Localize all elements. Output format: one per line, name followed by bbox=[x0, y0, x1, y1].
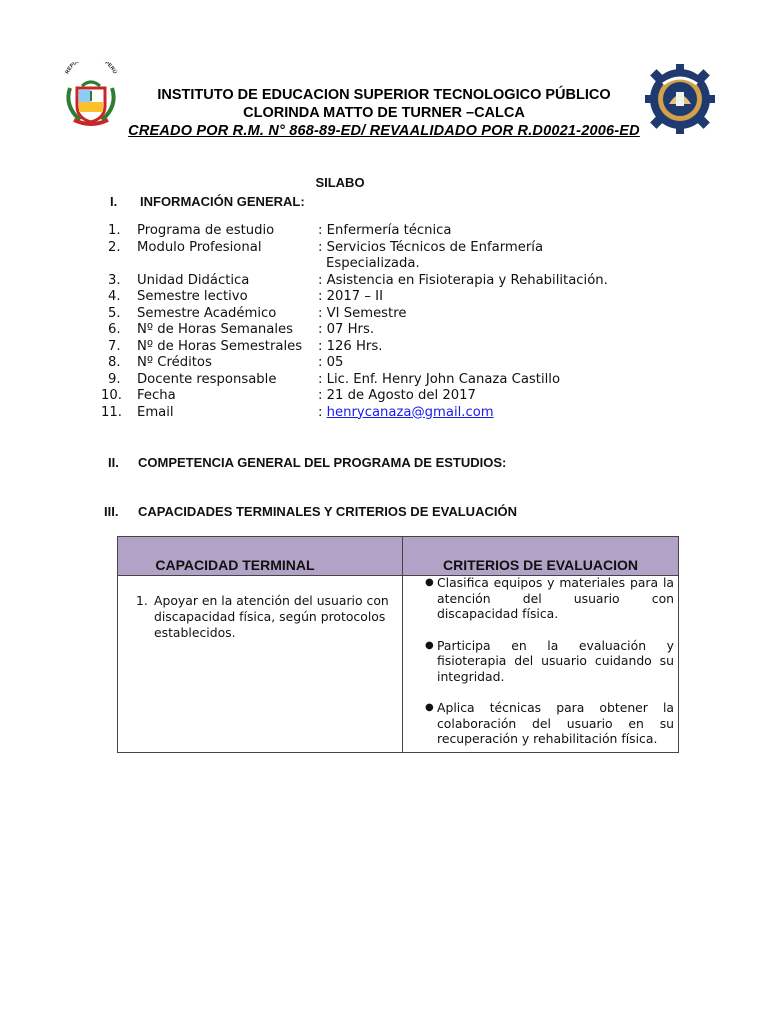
info-value: : VI Semestre bbox=[318, 305, 407, 321]
info-row: 7. Nº de Horas Semestrales : 126 Hrs. bbox=[108, 339, 708, 356]
email-link[interactable]: henrycanaza@gmail.com bbox=[326, 404, 494, 420]
header-institute-subname: CLORINDA MATTO DE TURNER –CALCA bbox=[243, 105, 525, 121]
info-value: : 2017 – II bbox=[318, 289, 383, 304]
column-header-capacidad: CAPACIDAD TERMINAL bbox=[155, 557, 315, 573]
info-label: Fecha bbox=[137, 388, 176, 403]
info-value-cont: Especializada. bbox=[326, 256, 420, 271]
info-label: Modulo Profesional bbox=[137, 239, 262, 255]
section-number: III. bbox=[104, 504, 119, 519]
info-value: : Enfermería técnica bbox=[318, 223, 452, 238]
info-row: 8. Nº Créditos : 05 bbox=[108, 355, 708, 372]
info-row: 11. Email : henrycanaza@gmail.com bbox=[108, 405, 708, 422]
info-value: : Servicios Técnicos de Enfarmería bbox=[318, 239, 544, 255]
capacities-table bbox=[117, 536, 679, 753]
info-value: : 126 Hrs. bbox=[318, 338, 383, 354]
info-row: 9. Docente responsable : Lic. Enf. Henry John Canaza Castillo bbox=[108, 372, 708, 389]
info-row: 6. Nº de Horas Semanales : 07 Hrs. bbox=[108, 322, 708, 339]
info-value: : henrycanaza@gmail.com bbox=[318, 404, 494, 420]
section-title: INFORMACIÓN GENERAL: bbox=[140, 194, 305, 209]
section-number: II. bbox=[108, 455, 119, 470]
criteria-item: ● Participa en la evaluación y fisioterapia del usuario cuidando su integridad. bbox=[425, 637, 674, 684]
info-value: : Lic. Enf. Henry John Canaza Castillo bbox=[318, 371, 561, 387]
info-row: 3. Unidad Didáctica : Asistencia en Fisioterapia y Rehabilitación. bbox=[108, 273, 708, 290]
info-row: 2. Modulo Profesional : Servicios Técnicos de Enfarmería Especializada. bbox=[108, 240, 708, 273]
criteria-item: ● Aplica técnicas para obtener la colaboración del usuario en su recuperación y rehabilitación física. bbox=[425, 700, 674, 746]
header-resolution: CREADO POR R.M. N° 868-89-ED/ REVAALIDADO POR R.D0021-2006-ED bbox=[128, 123, 640, 139]
section-title: COMPETENCIA GENERAL DEL PROGRAMA DE ESTUDIOS: bbox=[138, 455, 507, 470]
capacity-text: Apoyar en la atención del usuario con discapacidad física, según protocolos establecidos. bbox=[154, 593, 389, 640]
info-row: 4. Semestre lectivo : 2017 – II bbox=[108, 289, 708, 306]
info-row: 10. Fecha : 21 de Agosto del 2017 bbox=[108, 388, 708, 405]
document-title: SILABO bbox=[315, 175, 365, 190]
info-value: : 21 de Agosto del 2017 bbox=[318, 388, 476, 403]
info-value: : 05 bbox=[318, 355, 344, 370]
bullet-icon: ● bbox=[425, 577, 434, 588]
info-value: : Asistencia en Fisioterapia y Rehabilitación. bbox=[318, 272, 608, 288]
capacity-number: 1. bbox=[136, 593, 148, 608]
info-label: Semestre lectivo bbox=[137, 289, 248, 304]
table-header-row bbox=[118, 537, 678, 576]
bullet-icon: ● bbox=[425, 702, 434, 713]
logo-republica-text: REPÚ PERÚ bbox=[64, 62, 118, 76]
general-info-list bbox=[101, 223, 708, 421]
info-label: Semestre Académico bbox=[137, 305, 277, 321]
bullet-icon: ● bbox=[425, 639, 434, 651]
info-row: 5. Semestre Académico : VI Semestre bbox=[108, 306, 708, 323]
header-institute-name: INSTITUTO DE EDUCACION SUPERIOR TECNOLOGICO PÚBLICO bbox=[157, 87, 611, 103]
capacity-cell bbox=[136, 593, 398, 641]
info-row: 1. Programa de estudio : Enfermería técnica bbox=[108, 223, 708, 240]
criteria-item: ● Clasifica equipos y materiales para la atención del usuario con discapacidad física. bbox=[425, 575, 674, 621]
info-label: Programa de estudio bbox=[137, 223, 275, 238]
section-number: I. bbox=[110, 194, 118, 209]
info-label: Nº Créditos bbox=[137, 355, 212, 370]
column-divider bbox=[402, 537, 403, 752]
section-title: CAPACIDADES TERMINALES Y CRITERIOS DE EVALUACIÓN bbox=[138, 504, 517, 519]
info-label: Nº de Horas Semestrales bbox=[137, 338, 303, 354]
column-header-criterios: CRITERIOS DE EVALUACION bbox=[443, 557, 638, 573]
info-value: : 07 Hrs. bbox=[318, 322, 375, 337]
svg-text:REPÚBLICA DEL PERÚ bbox=[64, 62, 118, 75]
info-label: Docente responsable bbox=[137, 371, 277, 387]
info-label: Unidad Didáctica bbox=[137, 272, 250, 288]
info-label: Nº de Horas Semanales bbox=[137, 322, 293, 337]
criteria-cell bbox=[409, 575, 674, 763]
info-label: Email bbox=[137, 404, 174, 420]
